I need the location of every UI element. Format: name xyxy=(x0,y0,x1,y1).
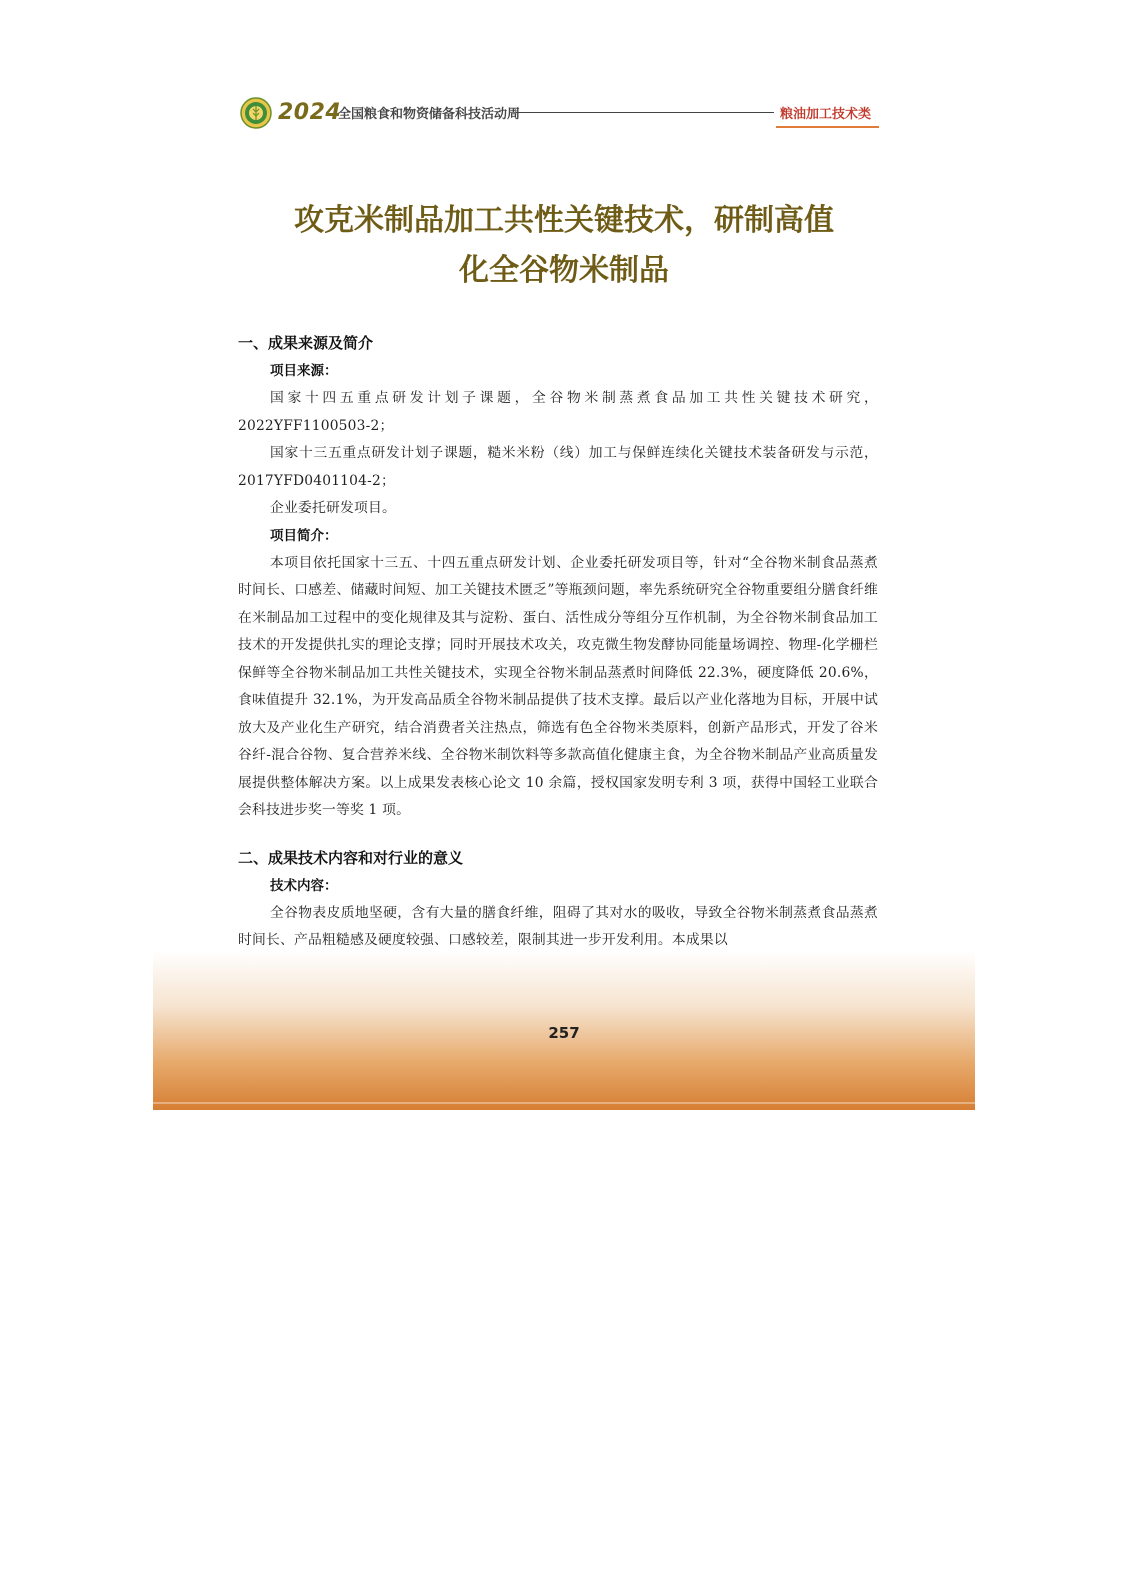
section-1-heading: 一、成果来源及简介 xyxy=(238,334,374,352)
source-item-3: 企业委托研发项目。 xyxy=(270,500,396,516)
grain-emblem-icon xyxy=(240,97,272,129)
page-title xyxy=(153,196,975,296)
header-category: 粮油加工技术类 xyxy=(780,107,872,122)
content-paragraph: 全谷物表皮质地坚硬，含有大量的膳食纤维，阻碍了其对水的吸收，导致全谷物米制蒸煮食品蒸煮时间长、产品粗糙感及硬度较强、口感较差，限制其进一步开发利用。本成果以 xyxy=(238,904,878,948)
article-body xyxy=(238,328,878,955)
header-title: 全国粮食和物资储备科技活动周 xyxy=(338,107,521,122)
header-rule xyxy=(516,112,774,113)
footer-band-edge xyxy=(153,1102,975,1104)
header-year: 2024 xyxy=(278,100,342,125)
page-title-line-1: 攻克米制品加工共性关键技术，研制高值 xyxy=(294,203,834,238)
source-item-1: 国家十四五重点研发计划子课题，全谷物米制蒸煮食品加工共性关键技术研究，2022YFF1100503-2； xyxy=(238,390,878,434)
content-label: 技术内容： xyxy=(270,877,338,894)
source-item-2: 国家十三五重点研发计划子课题，糙米米粉（线）加工与保鲜连续化关键技术装备研发与示范，2017YFD0401104-2； xyxy=(238,445,878,489)
source-label: 项目来源： xyxy=(270,363,338,379)
running-header xyxy=(240,94,890,134)
page-title-line-2: 化全谷物米制品 xyxy=(459,253,669,288)
section-2-heading: 二、成果技术内容和对行业的意义 xyxy=(238,848,464,867)
intro-label: 项目简介： xyxy=(270,527,338,544)
intro-paragraph: 本项目依托国家十三五、十四五重点研发计划、企业委托研发项目等，针对“全谷物米制食品蒸煮时间长、口感差、储藏时间短、加工关键技术匮乏”等瓶颈问题，率先系统研究全谷物重要组分膳食纤维在米制品加工过程中的变化规律及其与淀粉、蛋白、活性成分等组分互作机制，为全谷物米制食品加工技术的开发提供扎实的理论支撑；同时开展技术攻关，攻克微生物发酵协同能量场调控、物理-化学栅栏保鲜等全谷物米制品加工共性关键技术，实现全谷物米制品蒸煮时间降低 22.3%，硬度降低 20.6%，食味值提升 32.1%，为开发高品质全谷物米制品提供了技术支撑。最后以产业化落地为目标，开展中试放大及产业化生产研究，结合消费者关注热点，筛选有色全谷物米类原料，创新产品形式，开发了谷米谷纤-混合谷物、复合营养米线、全谷物米制饮料等多款高值化健康主食，为全谷物米制品产业高质量发展提供整体解决方案。以上成果发表核心论文 10 余篇，授权国家发明专利 3 项，获得中国轻工业联合会科技进步奖一等奖 1 项。 xyxy=(238,554,878,818)
document-page xyxy=(153,80,975,1110)
page-number: 257 xyxy=(548,1024,580,1042)
header-category-underline xyxy=(776,126,879,128)
